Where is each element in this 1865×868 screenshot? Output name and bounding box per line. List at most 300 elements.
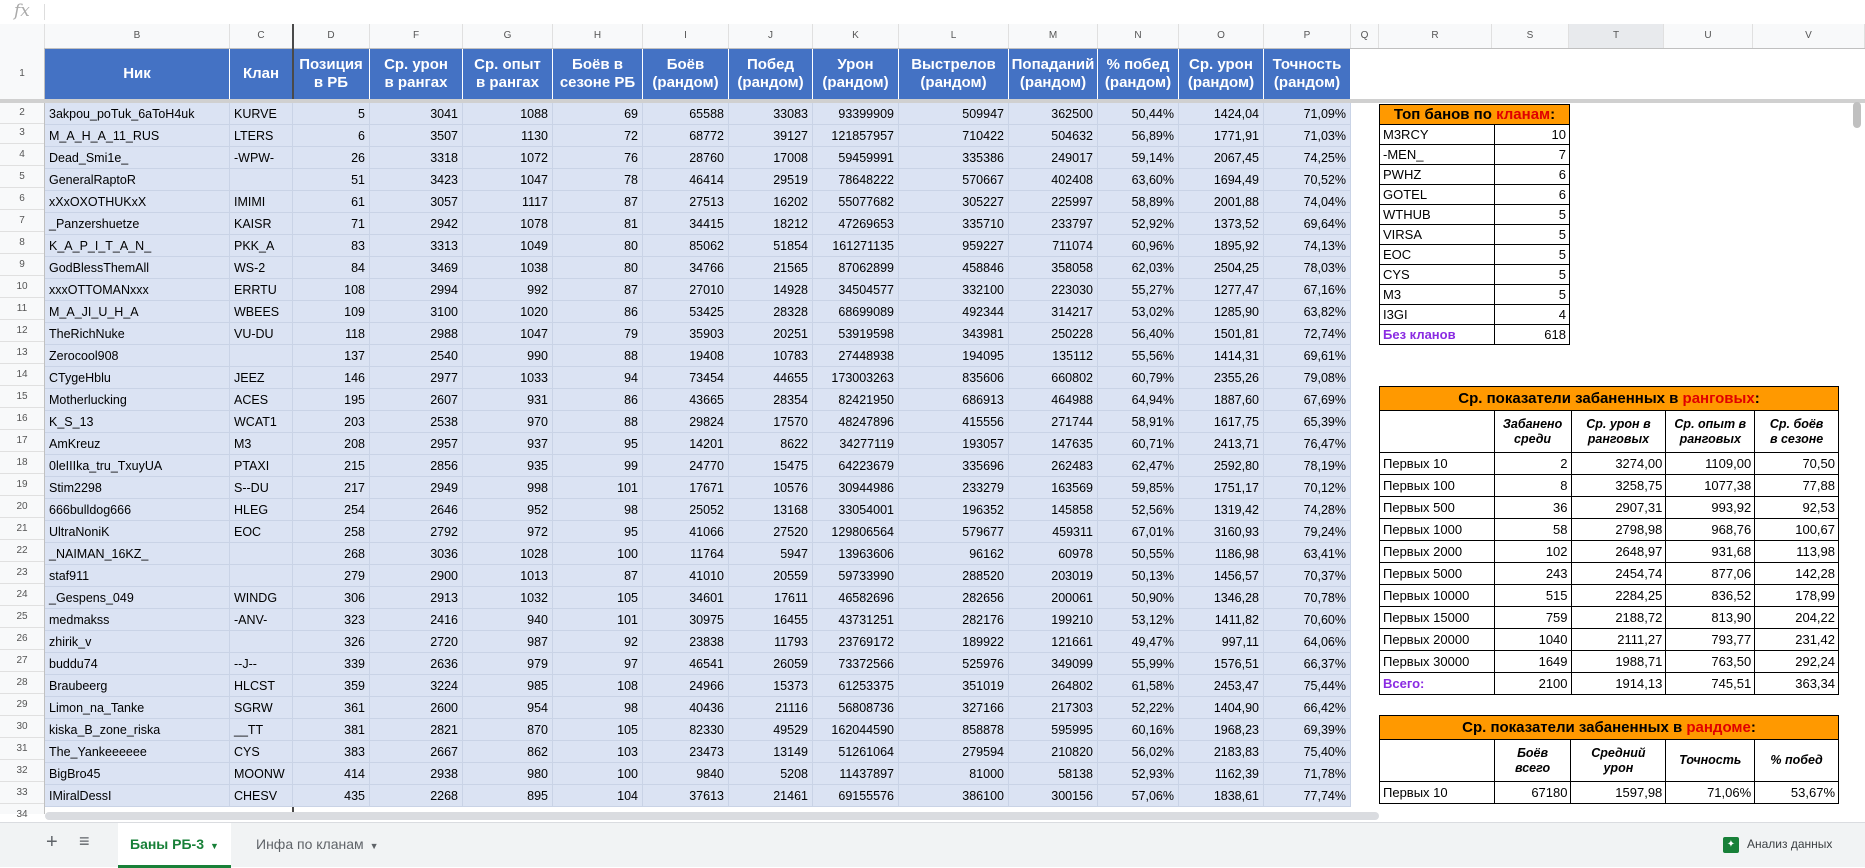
stat-cell[interactable]: 332100 [899,279,1009,301]
formula-bar[interactable] [0,0,1865,25]
stat-cell[interactable]: 1117 [463,191,553,213]
column-header-u[interactable]: U [1664,24,1753,48]
stat-cell[interactable]: 21116 [729,697,813,719]
stat-cell[interactable]: 279 [293,565,370,587]
player-nick-cell[interactable]: _Panzershuetze [45,213,230,235]
stat-cell[interactable]: 1285,90 [1179,301,1264,323]
stat-cell[interactable]: 1968,23 [1179,719,1264,741]
add-sheet-icon[interactable]: + [46,831,58,853]
stat-cell[interactable]: 61253375 [813,675,899,697]
tab-sheet-1[interactable]: Баны РБ-3 ▼ [118,823,231,868]
stat-cell[interactable]: 11764 [643,543,729,565]
stat-cell[interactable]: 13149 [729,741,813,763]
stat-cell[interactable]: 660802 [1009,367,1098,389]
stat-cell[interactable]: 58,89% [1098,191,1179,213]
stat-cell[interactable]: 72,74% [1264,323,1351,345]
stat-cell[interactable]: 121661 [1009,631,1098,653]
stat-cell[interactable]: 60,71% [1098,433,1179,455]
stat-cell[interactable]: 2821 [370,719,463,741]
player-nick-cell[interactable]: K_S_13 [45,411,230,433]
column-header-p[interactable]: P [1264,24,1351,48]
stat-cell[interactable]: 47269653 [813,213,899,235]
stat-cell[interactable]: 895 [463,785,553,807]
stat-cell[interactable]: 987 [463,631,553,653]
player-nick-cell[interactable]: 3akpou_poTuk_6aToH4uk [45,103,230,125]
stat-cell[interactable]: 305227 [899,191,1009,213]
player-nick-cell[interactable]: TheRichNuke [45,323,230,345]
stat-cell[interactable]: 509947 [899,103,1009,125]
stat-cell[interactable]: 23769172 [813,631,899,653]
stat-cell[interactable]: 931 [463,389,553,411]
clan-cell[interactable]: CYS [230,741,293,763]
stat-cell[interactable]: 105 [553,719,643,741]
stat-cell[interactable]: 104 [553,785,643,807]
stat-cell[interactable]: 282656 [899,587,1009,609]
stat-cell[interactable]: 362500 [1009,103,1098,125]
stat-cell[interactable]: 37613 [643,785,729,807]
stat-cell[interactable]: 95 [553,521,643,543]
stat-cell[interactable]: 69 [553,103,643,125]
stat-cell[interactable]: 92 [553,631,643,653]
stat-cell[interactable]: 2538 [370,411,463,433]
stat-cell[interactable]: 93399909 [813,103,899,125]
stat-cell[interactable]: 78,03% [1264,257,1351,279]
stat-cell[interactable]: 84 [293,257,370,279]
stat-cell[interactable]: 162044590 [813,719,899,741]
stat-cell[interactable]: 87 [553,565,643,587]
stat-cell[interactable]: 163569 [1009,477,1098,499]
stat-cell[interactable]: 997,11 [1179,631,1264,653]
stat-cell[interactable]: 358058 [1009,257,1098,279]
stat-cell[interactable]: 60978 [1009,543,1098,565]
stat-cell[interactable]: 1033 [463,367,553,389]
stat-cell[interactable]: 208 [293,433,370,455]
stat-cell[interactable]: 86 [553,301,643,323]
column-header-i[interactable]: I [643,24,729,48]
stat-cell[interactable]: 67,01% [1098,521,1179,543]
stat-cell[interactable]: 1456,57 [1179,565,1264,587]
stat-cell[interactable]: 103 [553,741,643,763]
player-nick-cell[interactable]: Zerocool908 [45,345,230,367]
clan-cell[interactable]: EOC [230,521,293,543]
clan-cell[interactable] [230,543,293,565]
stat-cell[interactable]: 46414 [643,169,729,191]
stat-cell[interactable]: 2416 [370,609,463,631]
row-header-4[interactable]: 4 [0,144,44,166]
stat-cell[interactable]: 2183,83 [1179,741,1264,763]
stat-cell[interactable]: 121857957 [813,125,899,147]
stat-cell[interactable]: 62,47% [1098,455,1179,477]
player-nick-cell[interactable]: UltraNoniK [45,521,230,543]
stat-cell[interactable]: 41010 [643,565,729,587]
stat-cell[interactable]: 44655 [729,367,813,389]
player-nick-cell[interactable]: xxxOTTOMANxxx [45,279,230,301]
stat-cell[interactable]: 1047 [463,169,553,191]
stat-cell[interactable]: 952 [463,499,553,521]
stat-cell[interactable]: 69155576 [813,785,899,807]
column-header-o[interactable]: O [1179,24,1264,48]
stat-cell[interactable]: 100 [553,543,643,565]
player-nick-cell[interactable]: kiska_B_zone_riska [45,719,230,741]
stat-cell[interactable]: 1088 [463,103,553,125]
stat-cell[interactable]: 67,69% [1264,389,1351,411]
row-header-17[interactable]: 17 [0,430,44,452]
stat-cell[interactable]: 1404,90 [1179,697,1264,719]
stat-cell[interactable]: 50,55% [1098,543,1179,565]
stat-cell[interactable]: 52,92% [1098,213,1179,235]
stat-cell[interactable]: 51 [293,169,370,191]
stat-cell[interactable]: 3313 [370,235,463,257]
clan-cell[interactable]: CHESV [230,785,293,807]
select-all-corner[interactable] [0,24,45,48]
stat-cell[interactable]: 65588 [643,103,729,125]
stat-cell[interactable]: 5947 [729,543,813,565]
clan-cell[interactable]: PTAXI [230,455,293,477]
stat-cell[interactable]: 135112 [1009,345,1098,367]
stat-cell[interactable]: 2600 [370,697,463,719]
player-nick-cell[interactable]: K_A_P_I_T_A_N_ [45,235,230,257]
stat-cell[interactable]: 504632 [1009,125,1098,147]
stat-cell[interactable]: 1414,31 [1179,345,1264,367]
stat-cell[interactable]: 1186,98 [1179,543,1264,565]
clan-cell[interactable]: VU-DU [230,323,293,345]
stat-cell[interactable]: 464988 [1009,389,1098,411]
stat-cell[interactable]: 2453,47 [1179,675,1264,697]
stat-cell[interactable]: 51261064 [813,741,899,763]
stat-cell[interactable]: 5 [293,103,370,125]
player-nick-cell[interactable]: M_A_JI_U_H_A [45,301,230,323]
player-nick-cell[interactable]: buddu74 [45,653,230,675]
stat-cell[interactable]: 63,82% [1264,301,1351,323]
stat-cell[interactable]: 1694,49 [1179,169,1264,191]
player-nick-cell[interactable]: M_A_H_A_11_RUS [45,125,230,147]
player-nick-cell[interactable]: Motherlucking [45,389,230,411]
stat-cell[interactable]: 2607 [370,389,463,411]
stat-cell[interactable]: 49,47% [1098,631,1179,653]
stat-cell[interactable]: 3224 [370,675,463,697]
stat-cell[interactable]: 60,16% [1098,719,1179,741]
stat-cell[interactable]: 343981 [899,323,1009,345]
stat-cell[interactable]: 300156 [1009,785,1098,807]
stat-cell[interactable]: 262483 [1009,455,1098,477]
stat-cell[interactable]: 1020 [463,301,553,323]
row-header-28[interactable]: 28 [0,672,44,694]
column-header-j[interactable]: J [729,24,813,48]
stat-cell[interactable]: 83 [293,235,370,257]
stat-cell[interactable]: 5208 [729,763,813,785]
stat-cell[interactable]: 28760 [643,147,729,169]
stat-cell[interactable]: 199210 [1009,609,1098,631]
stat-cell[interactable]: 686913 [899,389,1009,411]
stat-cell[interactable]: 3057 [370,191,463,213]
player-nick-cell[interactable]: Dead_Smi1e_ [45,147,230,169]
row-header-3[interactable]: 3 [0,122,44,144]
stat-cell[interactable]: 414 [293,763,370,785]
stat-cell[interactable]: 27448938 [813,345,899,367]
stat-cell[interactable]: 835606 [899,367,1009,389]
stat-cell[interactable]: 314217 [1009,301,1098,323]
stat-cell[interactable]: 61,58% [1098,675,1179,697]
stat-cell[interactable]: 64,06% [1264,631,1351,653]
player-nick-cell[interactable]: _NAIMAN_16KZ_ [45,543,230,565]
stat-cell[interactable]: 80 [553,257,643,279]
stat-cell[interactable]: 288520 [899,565,1009,587]
row-header-27[interactable]: 27 [0,650,44,672]
row-header-31[interactable]: 31 [0,738,44,760]
stat-cell[interactable]: 339 [293,653,370,675]
column-header-b[interactable]: B [45,24,230,48]
stat-cell[interactable]: 100 [553,763,643,785]
stat-cell[interactable]: 71 [293,213,370,235]
row-header-19[interactable]: 19 [0,474,44,496]
stat-cell[interactable]: 82421950 [813,389,899,411]
stat-cell[interactable]: 3507 [370,125,463,147]
stat-cell[interactable]: 33083 [729,103,813,125]
player-nick-cell[interactable]: 0leIIIka_tru_TxuyUA [45,455,230,477]
stat-cell[interactable]: 215 [293,455,370,477]
stat-cell[interactable]: 1501,81 [1179,323,1264,345]
stat-cell[interactable]: 1032 [463,587,553,609]
clan-cell[interactable]: KURVE [230,103,293,125]
stat-cell[interactable]: 217303 [1009,697,1098,719]
stat-cell[interactable]: 217 [293,477,370,499]
stat-cell[interactable]: 68772 [643,125,729,147]
stat-cell[interactable]: 79,08% [1264,367,1351,389]
column-header-s[interactable]: S [1492,24,1569,48]
stat-cell[interactable]: 2913 [370,587,463,609]
stat-cell[interactable]: 2957 [370,433,463,455]
stat-cell[interactable]: 52,22% [1098,697,1179,719]
row-header-33[interactable]: 33 [0,782,44,804]
clan-cell[interactable]: M3 [230,433,293,455]
stat-cell[interactable]: 16455 [729,609,813,631]
stat-cell[interactable]: 28354 [729,389,813,411]
player-nick-cell[interactable]: CTygeHblu [45,367,230,389]
stat-cell[interactable]: 189922 [899,631,1009,653]
stat-cell[interactable]: 249017 [1009,147,1098,169]
stat-cell[interactable]: 2856 [370,455,463,477]
stat-cell[interactable]: 60,79% [1098,367,1179,389]
row-header-34[interactable]: 34 [0,804,44,826]
stat-cell[interactable]: 9840 [643,763,729,785]
stat-cell[interactable]: 53425 [643,301,729,323]
stat-cell[interactable]: 3160,93 [1179,521,1264,543]
row-header-26[interactable]: 26 [0,628,44,650]
stat-cell[interactable]: 1411,82 [1179,609,1264,631]
stat-cell[interactable]: 10783 [729,345,813,367]
stat-cell[interactable]: 65,39% [1264,411,1351,433]
clan-cell[interactable] [230,565,293,587]
stat-cell[interactable]: 94 [553,367,643,389]
stat-cell[interactable]: 59733990 [813,565,899,587]
player-nick-cell[interactable]: Stim2298 [45,477,230,499]
row-header-2[interactable]: 2 [0,102,44,124]
horizontal-scrollbar[interactable] [45,812,1379,820]
stat-cell[interactable]: 34766 [643,257,729,279]
stat-cell[interactable]: 78 [553,169,643,191]
stat-cell[interactable]: 386100 [899,785,1009,807]
stat-cell[interactable]: 35903 [643,323,729,345]
stat-cell[interactable]: 56,02% [1098,741,1179,763]
stat-cell[interactable]: 19408 [643,345,729,367]
stat-cell[interactable]: 3318 [370,147,463,169]
stat-cell[interactable]: 194095 [899,345,1009,367]
stat-cell[interactable]: 268 [293,543,370,565]
stat-cell[interactable]: 14201 [643,433,729,455]
stat-cell[interactable]: 62,03% [1098,257,1179,279]
row-header-8[interactable]: 8 [0,232,44,254]
clan-cell[interactable]: MOONW [230,763,293,785]
stat-cell[interactable]: 43731251 [813,609,899,631]
stat-cell[interactable]: 53,12% [1098,609,1179,631]
stat-cell[interactable]: 24770 [643,455,729,477]
stat-cell[interactable]: 402408 [1009,169,1098,191]
stat-cell[interactable]: 99 [553,455,643,477]
stat-cell[interactable]: 992 [463,279,553,301]
column-header-g[interactable]: G [463,24,553,48]
player-nick-cell[interactable]: AmKreuz [45,433,230,455]
stat-cell[interactable]: 862 [463,741,553,763]
row-header-18[interactable]: 18 [0,452,44,474]
stat-cell[interactable]: 21565 [729,257,813,279]
stat-cell[interactable]: 2001,88 [1179,191,1264,213]
stat-cell[interactable]: 50,44% [1098,103,1179,125]
stat-cell[interactable]: 95 [553,433,643,455]
stat-cell[interactable]: 1049 [463,235,553,257]
player-nick-cell[interactable]: staf911 [45,565,230,587]
stat-cell[interactable]: 81 [553,213,643,235]
stat-cell[interactable]: 46541 [643,653,729,675]
stat-cell[interactable]: 73454 [643,367,729,389]
stat-cell[interactable]: 18212 [729,213,813,235]
stat-cell[interactable]: 96162 [899,543,1009,565]
stat-cell[interactable]: 63,60% [1098,169,1179,191]
stat-cell[interactable]: 435 [293,785,370,807]
stat-cell[interactable]: 223030 [1009,279,1098,301]
stat-cell[interactable]: 17008 [729,147,813,169]
stat-cell[interactable]: 55,56% [1098,345,1179,367]
stat-cell[interactable]: 17570 [729,411,813,433]
stat-cell[interactable]: 306 [293,587,370,609]
stat-cell[interactable]: 55,99% [1098,653,1179,675]
stat-cell[interactable]: 3041 [370,103,463,125]
row-header-23[interactable]: 23 [0,562,44,584]
stat-cell[interactable]: 79 [553,323,643,345]
stat-cell[interactable]: 74,25% [1264,147,1351,169]
clan-cell[interactable]: ERRTU [230,279,293,301]
clan-cell[interactable]: WCAT1 [230,411,293,433]
stat-cell[interactable]: 16202 [729,191,813,213]
stat-cell[interactable]: 2667 [370,741,463,763]
stat-cell[interactable]: 2592,80 [1179,455,1264,477]
stat-cell[interactable]: 2413,71 [1179,433,1264,455]
stat-cell[interactable]: 26059 [729,653,813,675]
stat-cell[interactable]: 383 [293,741,370,763]
stat-cell[interactable]: 2646 [370,499,463,521]
explore-button[interactable]: ✦ Анализ данных [1723,833,1832,855]
stat-cell[interactable]: 98 [553,697,643,719]
stat-cell[interactable]: 595995 [1009,719,1098,741]
stat-cell[interactable]: 14928 [729,279,813,301]
stat-cell[interactable]: 210820 [1009,741,1098,763]
stat-cell[interactable]: 48247896 [813,411,899,433]
stat-cell[interactable]: 323 [293,609,370,631]
stat-cell[interactable]: 579677 [899,521,1009,543]
stat-cell[interactable]: 58138 [1009,763,1098,785]
stat-cell[interactable]: 59,14% [1098,147,1179,169]
stat-cell[interactable]: 75,40% [1264,741,1351,763]
stat-cell[interactable]: 29519 [729,169,813,191]
stat-cell[interactable]: 85062 [643,235,729,257]
clan-cell[interactable] [230,345,293,367]
stat-cell[interactable]: 97 [553,653,643,675]
clan-cell[interactable]: __TT [230,719,293,741]
stat-cell[interactable]: 58,91% [1098,411,1179,433]
stat-cell[interactable]: 8622 [729,433,813,455]
column-header-r[interactable]: R [1379,24,1492,48]
row-header-12[interactable]: 12 [0,320,44,342]
row-header-14[interactable]: 14 [0,364,44,386]
stat-cell[interactable]: 264802 [1009,675,1098,697]
stat-cell[interactable]: 20251 [729,323,813,345]
stat-cell[interactable]: 998 [463,477,553,499]
stat-cell[interactable]: 2942 [370,213,463,235]
stat-cell[interactable]: 59,85% [1098,477,1179,499]
stat-cell[interactable]: 101 [553,609,643,631]
stat-cell[interactable]: 972 [463,521,553,543]
stat-cell[interactable]: 3469 [370,257,463,279]
clan-cell[interactable]: HLCST [230,675,293,697]
stat-cell[interactable]: 415556 [899,411,1009,433]
stat-cell[interactable]: 979 [463,653,553,675]
stat-cell[interactable]: 43665 [643,389,729,411]
stat-cell[interactable]: 34415 [643,213,729,235]
stat-cell[interactable]: 64223679 [813,455,899,477]
stat-cell[interactable]: 271744 [1009,411,1098,433]
stat-cell[interactable]: 2900 [370,565,463,587]
stat-cell[interactable]: 335710 [899,213,1009,235]
stat-cell[interactable]: 52,93% [1098,763,1179,785]
stat-cell[interactable]: 2504,25 [1179,257,1264,279]
clan-cell[interactable]: WINDG [230,587,293,609]
stat-cell[interactable]: 710422 [899,125,1009,147]
row-header-13[interactable]: 13 [0,342,44,364]
stat-cell[interactable]: 1078 [463,213,553,235]
stat-cell[interactable]: 250228 [1009,323,1098,345]
stat-cell[interactable]: 17611 [729,587,813,609]
column-header-t[interactable]: T [1569,24,1664,48]
stat-cell[interactable]: 1013 [463,565,553,587]
stat-cell[interactable]: 1028 [463,543,553,565]
stat-cell[interactable]: 2994 [370,279,463,301]
stat-cell[interactable]: 71,09% [1264,103,1351,125]
stat-cell[interactable]: 78,19% [1264,455,1351,477]
column-header-c[interactable]: C [230,24,293,48]
stat-cell[interactable]: 195 [293,389,370,411]
stat-cell[interactable]: 27513 [643,191,729,213]
row-header-29[interactable]: 29 [0,694,44,716]
stat-cell[interactable]: 72 [553,125,643,147]
stat-cell[interactable]: 55,27% [1098,279,1179,301]
clan-cell[interactable] [230,631,293,653]
player-nick-cell[interactable]: GodBlessThemAll [45,257,230,279]
column-header-k[interactable]: K [813,24,899,48]
clan-cell[interactable]: IMIMI [230,191,293,213]
row-header-1[interactable]: 1 [0,48,44,100]
stat-cell[interactable]: 51854 [729,235,813,257]
stat-cell[interactable]: 87 [553,279,643,301]
stat-cell[interactable]: 10576 [729,477,813,499]
